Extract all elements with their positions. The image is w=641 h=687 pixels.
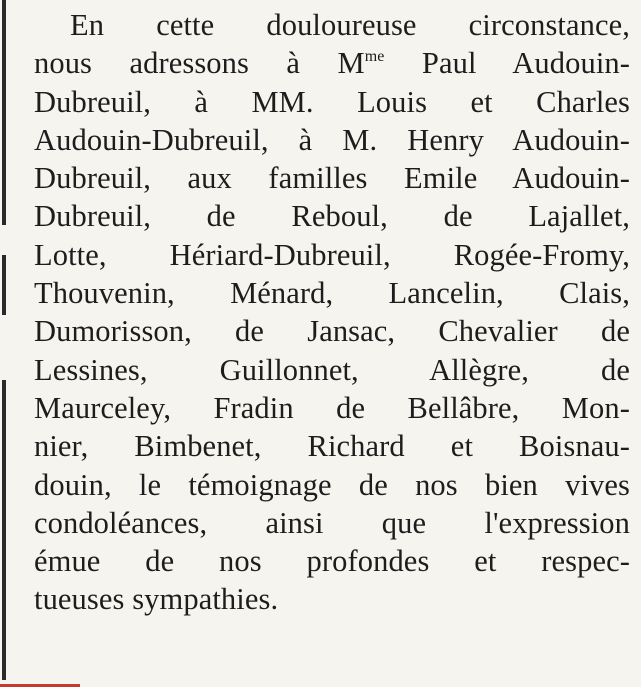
condolence-paragraph: [34, 6, 630, 619]
text-line-11: Maurceley, Fradin de Bellâbre, Mon-: [34, 390, 630, 425]
text-line-5: Dubreuil, aux familles Emile Audouin-: [34, 161, 630, 196]
text-line-3: Dubreuil, à MM. Louis et Charles: [34, 84, 630, 119]
honorific-superscript: me: [364, 48, 385, 66]
column-rule-top: [2, 0, 6, 225]
text-line-4: Audouin-Dubreuil, à M. Henry Audouin-: [34, 122, 630, 157]
text-line-13: douin, le témoignage de nos bien vives: [34, 467, 630, 502]
column-rule-middle: [2, 255, 6, 315]
text-line-2-start: nous adressons à M: [34, 46, 365, 81]
text-line-10: Lessines, Guillonnet, Allègre, de: [34, 352, 630, 387]
text-line-7: Lotte, Hériard-Dubreuil, Rogée-Fromy,: [34, 237, 630, 272]
text-line-8: Thouvenin, Ménard, Lancelin, Clais,: [34, 276, 630, 311]
text-line-12: nier, Bimbenet, Richard et Boisnau-: [34, 429, 630, 464]
text-line-1: En cette douloureuse circonstance,: [70, 8, 630, 42]
text-line-15: émue de nos profondes et respec-: [34, 544, 630, 579]
text-line-6: Dubreuil, de Reboul, de Lajallet,: [34, 199, 630, 234]
text-line-16: tueuses sympathies.: [34, 582, 279, 617]
column-rule-bottom: [2, 380, 6, 680]
text-line-14: condoléances, ainsi que l'expression: [34, 505, 630, 540]
text-line-2: [34, 44, 630, 82]
text-line-2-end: Paul Audouin-: [421, 46, 630, 81]
text-line-9: Dumorisson, de Jansac, Chevalier de: [34, 314, 630, 349]
